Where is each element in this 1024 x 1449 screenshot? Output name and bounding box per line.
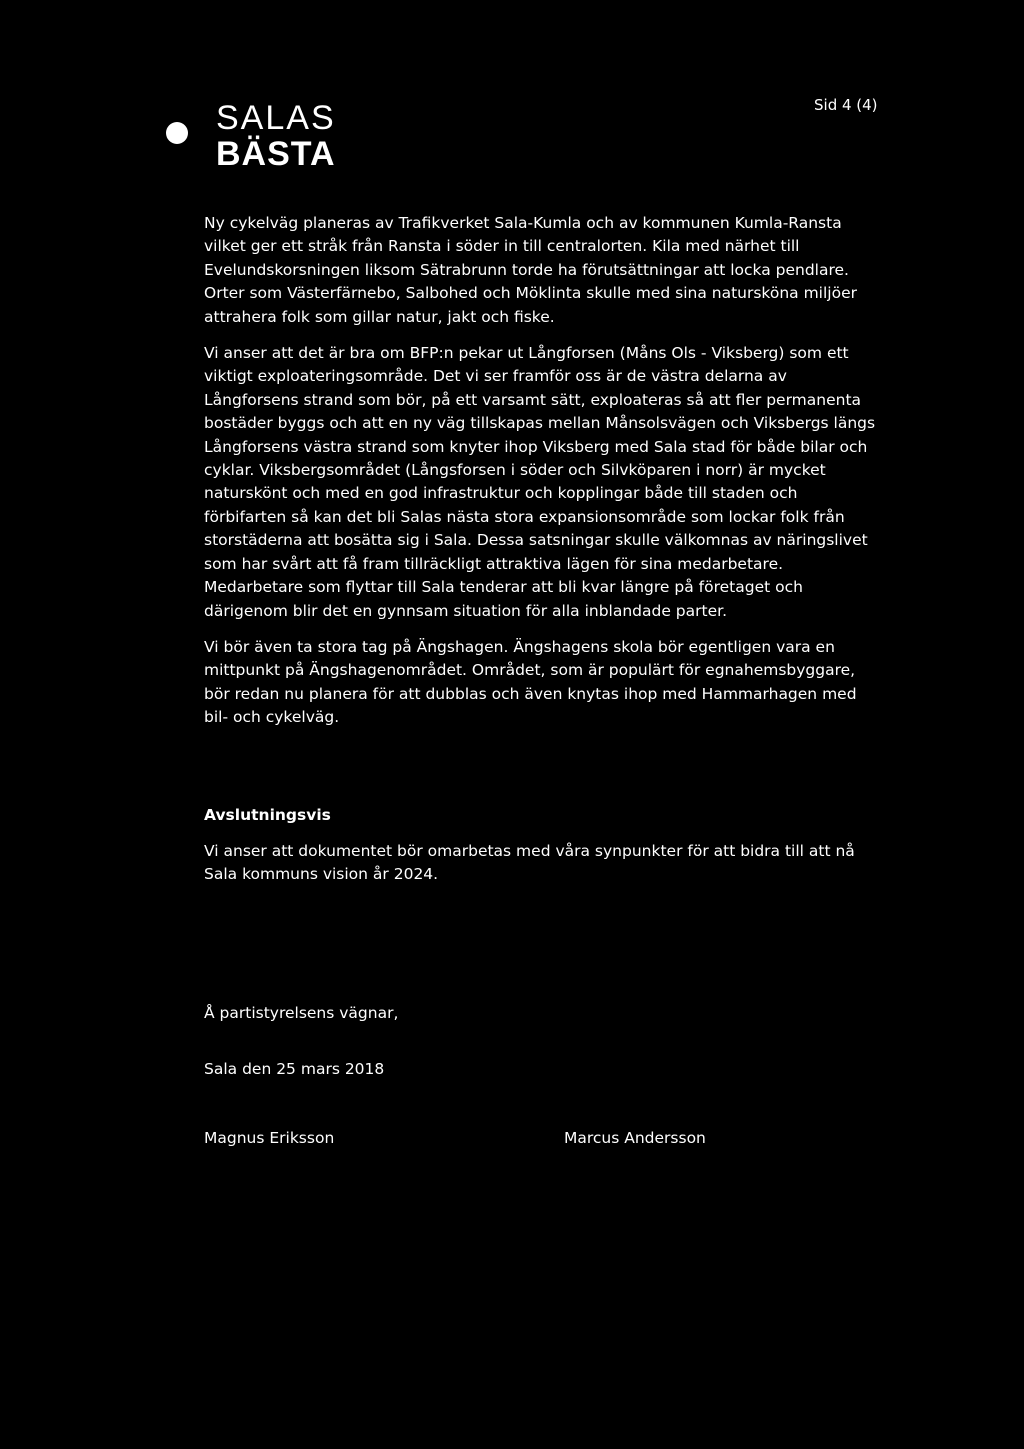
conclusion-text: Vi anser att dokumentet bör omarbetas med våra synpunkter för att bidra till att nå Sala kommuns vision år 2024. (204, 842, 855, 884)
letter-body (204, 212, 884, 743)
paragraph-cycleways: Ny cykelväg planeras av Trafikverket Sala-Kumla och av kommunen Kumla-Ransta vilket ger ett stråk från Ransta i söder in till centralorten. Kila med närhet till Evelundskorsningen liksom Sätrabrunn torde ha förutsättningar att locka pendlare. Orter som Västerfärnebo, Salbohed och Möklinta skulle med sina natursköna miljöer attrahera folk som gillar natur, jakt och fiske. (204, 214, 857, 326)
signer-name-2: Marcus Andersson (564, 1129, 706, 1147)
logo-text-top: SALAS (216, 99, 336, 137)
party-logo (166, 98, 366, 178)
signer-name-1: Magnus Eriksson (204, 1129, 335, 1147)
date-line: Sala den 25 mars 2018 (204, 1060, 385, 1078)
signoff-line: Å partistyrelsens vägnar, (204, 1004, 399, 1022)
page-number: Sid 4 (4) (814, 96, 878, 114)
paragraph-angshagen: Vi bör även ta stora tag på Ängshagen. Ängshagens skola bör egentligen vara en mittpunkt på Ängshagenområdet. Området, som är populärt för egnahemsbyggare, bör redan nu planera för att dubblas och även knytas ihop med Hammarhagen med bil- och cykelväg. (204, 637, 857, 727)
conclusion-heading: Avslutningsvis (204, 806, 331, 824)
logo-text-bottom: BÄSTA (216, 135, 336, 173)
paragraph-langforsen: Vi anser att det är bra om BFP:n pekar ut Långforsen (Måns Ols - Viksberg) som ett viktigt exploateringsområde. Det vi ser framför oss är de västra delarna av Långforsens strand som bör, på ett varsamt sätt, exploateras så att fler permanenta bostäder byggs och att en ny väg tillskapas mellan Månsolsvägen och Viksbergs längs Långforsens västra strand som knyter ihop Viksberg med Sala stad för både bilar och cyklar. Viksbergsområdet (Långsforsen i söder och Silvköparen i norr) är mycket naturskönt och med en god infrastruktur och kopplingar både till staden och förbifarten så kan det bli Salas nästa stora expansionsområde som lockar folk från storstäderna att bosätta sig i Sala. Dessa satsningar skulle välkomnas av näringslivet som har svårt att få fram tillräckligt attraktiva lägen för sina medarbetare. Medarbetare som flyttar till Sala tenderar att bli kvar längre på företaget och därigenom blir det en gynnsam situation för alla inblandade parter. (204, 344, 876, 620)
logo-dot-icon (166, 122, 188, 144)
